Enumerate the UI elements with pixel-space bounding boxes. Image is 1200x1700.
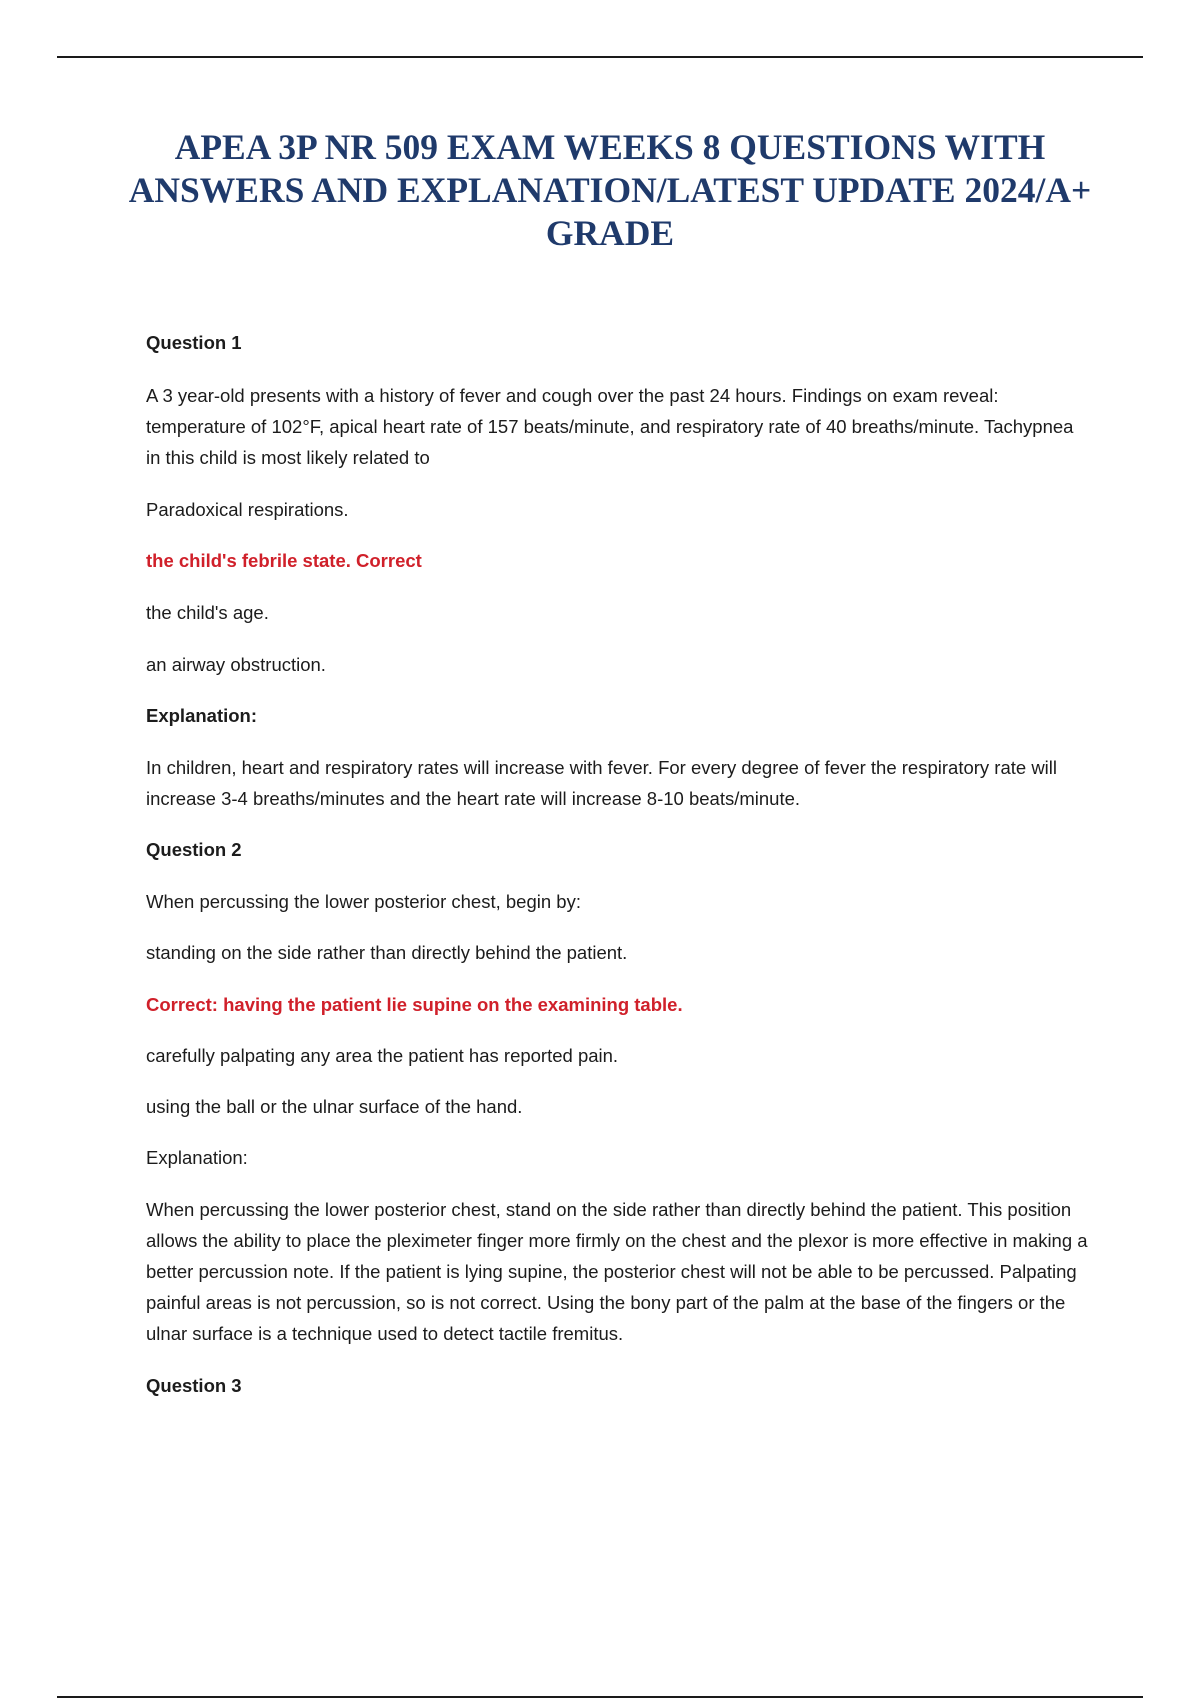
question-2-heading: Question 2 — [146, 839, 242, 860]
question-2-stem: When percussing the lower posterior chest, begin by: — [146, 891, 581, 912]
question-1-heading: Question 1 — [146, 332, 242, 353]
top-divider — [57, 56, 1143, 58]
question-1-option-b-correct: the child's febrile state. Correct — [146, 550, 422, 571]
question-2-option-a: standing on the side rather than directly behind the patient. — [146, 942, 628, 963]
question-2-explanation: When percussing the lower posterior chest, stand on the side rather than directly behind the patient. This position allows the ability to place the pleximeter finger more firmly on the chest and the plexor is more effective in making a better percussion note. If the patient is lying supine, the posterior chest will not be able to be percussed. Palpating painful areas is not percussion, so is not correct. Using the bony part of the palm at the base of the fingers or the ulnar surface is a technique used to detect tactile fremitus. — [146, 1199, 1088, 1344]
document-body — [146, 327, 1092, 1401]
question-1-explanation-label: Explanation: — [146, 705, 258, 726]
question-2-option-b-correct: Correct: having the patient lie supine on the examining table. — [146, 994, 683, 1015]
bottom-divider — [57, 1696, 1143, 1698]
question-1-stem: A 3 year-old presents with a history of fever and cough over the past 24 hours. Findings on exam reveal: temperature of 102°F, apical heart rate of 157 beats/minute, and respiratory rate of 40 breaths/minute. Tachypnea in this child is most likely related to — [146, 385, 1074, 468]
question-2-option-c: carefully palpating any area the patient has reported pain. — [146, 1045, 619, 1066]
question-1-option-c: the child's age. — [146, 602, 269, 623]
question-1-explanation: In children, heart and respiratory rates will increase with fever. For every degree of fever the respiratory rate will increase 3-4 breaths/minutes and the heart rate will increase 8-10 beats/minute. — [146, 757, 1058, 809]
question-2-option-d: using the ball or the ulnar surface of the hand. — [146, 1096, 523, 1117]
question-1-option-d: an airway obstruction. — [146, 654, 326, 675]
question-2-explanation-label: Explanation: — [146, 1147, 248, 1168]
question-3-heading: Question 3 — [146, 1375, 242, 1396]
question-1-option-a: Paradoxical respirations. — [146, 499, 349, 520]
document-title: APEA 3P NR 509 EXAM WEEKS 8 QUESTIONS WITH ANSWERS AND EXPLANATION/LATEST UPDATE 2024/A+ GRADE — [128, 127, 1092, 253]
